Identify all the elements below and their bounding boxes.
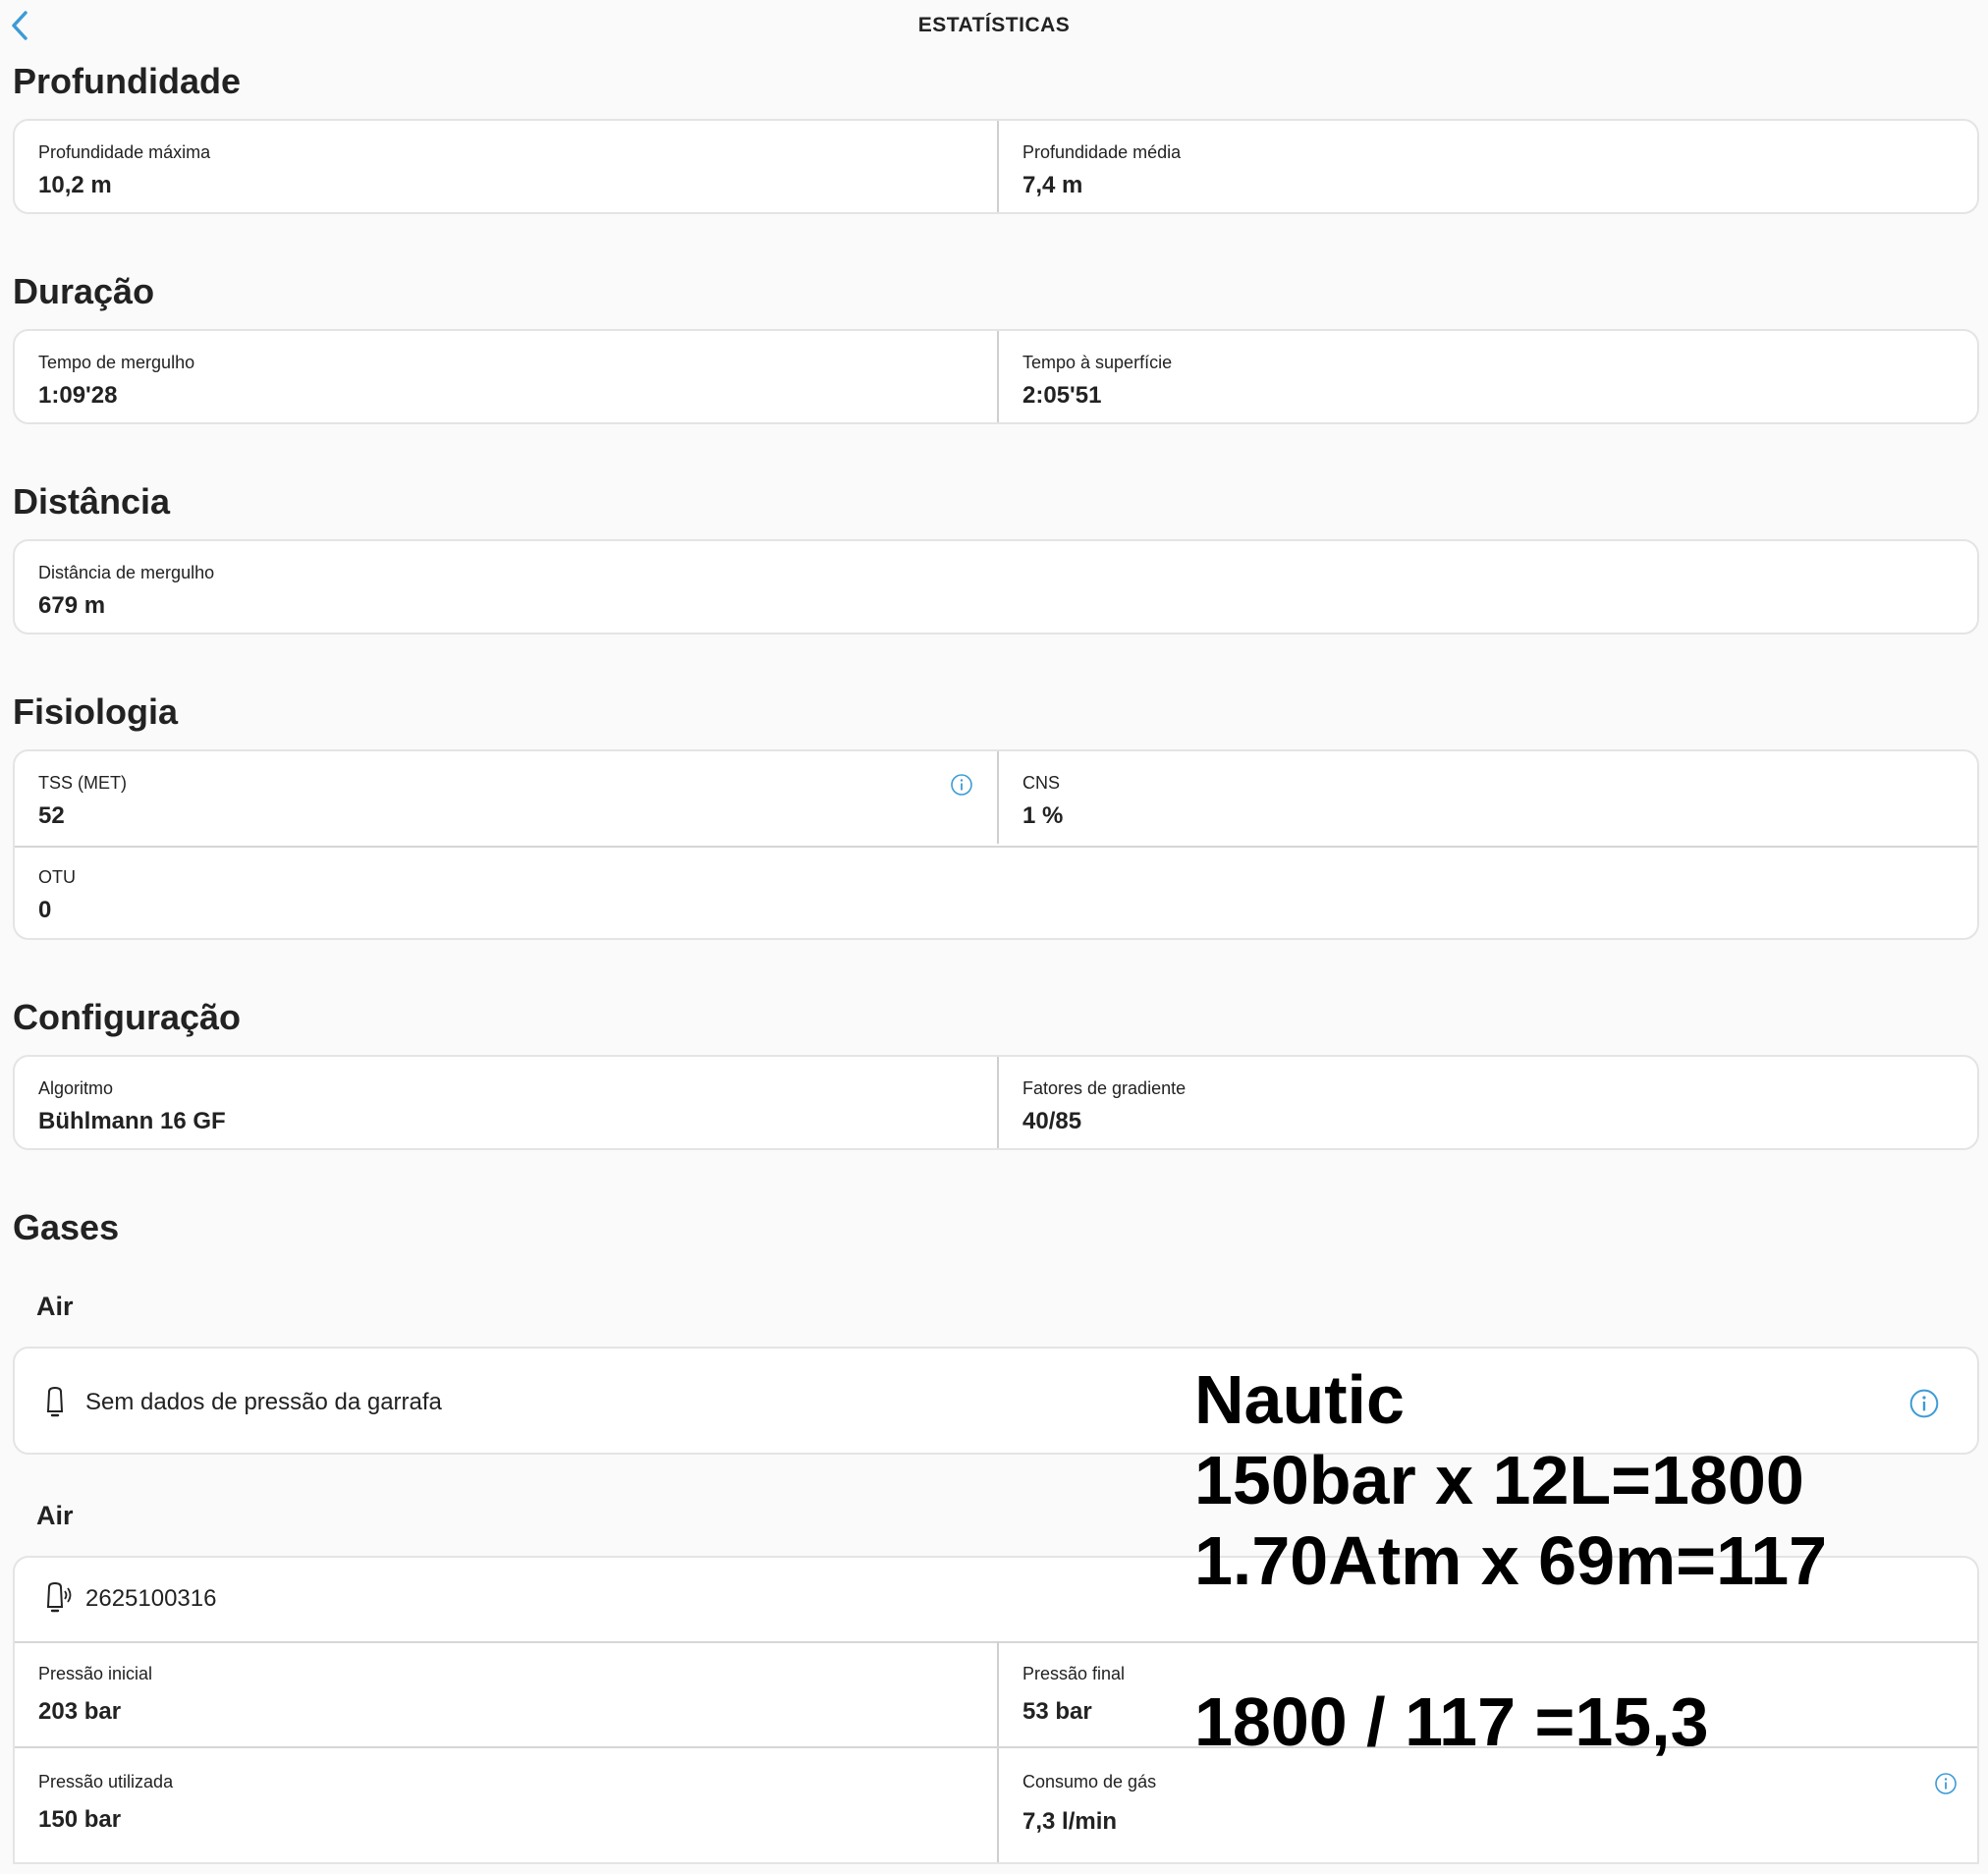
divider [997,121,999,212]
top-bar [0,0,1988,51]
avg-depth-label: Profundidade média [1022,142,1182,162]
end-pressure-cell [1022,1664,1125,1726]
divider [997,331,999,422]
overlay-note-result: 1800 / 117 =15,3 [1194,1683,1709,1760]
algorithm-label: Algoritmo [38,1078,114,1098]
duration-card [13,329,1979,424]
dive-time-cell [38,353,194,410]
cns-value: 1 % [1022,802,1064,829]
section-title-depth: Profundidade [13,61,241,101]
section-title-physiology: Fisiologia [13,691,179,732]
info-icon [1908,1388,1940,1419]
dive-distance-cell [38,563,214,620]
otu-label: OTU [38,867,76,887]
surface-time-cell [1022,353,1172,410]
gradient-factors-value: 40/85 [1022,1108,1082,1134]
divider [15,1641,1977,1643]
surface-time-label: Tempo à superfície [1022,353,1173,372]
gas-consumption-value: 7,3 l/min [1022,1808,1118,1835]
distance-card [13,539,1979,634]
gradient-factors-cell [1022,1078,1186,1135]
max-depth-value: 10,2 m [38,172,112,198]
gas-consumption-label: Consumo de gás [1022,1772,1157,1791]
tank-icon [44,1386,66,1424]
section-title-duration: Duração [13,271,155,311]
start-pressure-cell [38,1664,152,1726]
start-pressure-label: Pressão inicial [38,1664,153,1683]
section-title-config: Configuração [13,997,242,1037]
depth-card [13,119,1979,214]
dive-time-value: 1:09'28 [38,382,118,409]
otu-value: 0 [38,897,52,923]
gas-consumption-cell [1022,1772,1156,1836]
end-pressure-value: 53 bar [1022,1698,1092,1725]
transmitter-id: 2625100316 [85,1585,217,1612]
divider [997,1641,999,1864]
gradient-factors-label: Fatores de gradiente [1022,1078,1187,1098]
used-pressure-label: Pressão utilizada [38,1772,174,1791]
info-icon [1934,1772,1958,1795]
overlay-note-title: Nautic [1194,1361,1405,1438]
dive-distance-label: Distância de mergulho [38,563,215,582]
overlay-note-line: 150bar x 12L=1800 [1194,1442,1804,1518]
gas-1-card [13,1347,1979,1455]
info-icon [950,773,973,797]
tss-info-button[interactable] [950,773,973,801]
divider [997,1057,999,1148]
max-depth-cell [38,142,210,199]
surface-time-value: 2:05'51 [1022,382,1102,409]
used-pressure-value: 150 bar [38,1806,122,1833]
gas-2-name: Air [36,1501,74,1530]
section-title-distance: Distância [13,481,171,522]
algorithm-cell [38,1078,226,1135]
cns-cell [1022,773,1063,830]
transmitter-icon [44,1581,74,1620]
gas-1-name: Air [36,1292,74,1321]
tss-cell [38,773,127,830]
max-depth-label: Profundidade máxima [38,142,211,162]
gas-1-message: Sem dados de pressão da garrafa [85,1389,442,1415]
overlay-note-line: 1.70Atm x 69m=117 [1194,1522,1828,1599]
avg-depth-value: 7,4 m [1022,172,1083,198]
page-title: ESTATÍSTICAS [917,14,1071,36]
divider [15,846,1977,848]
dive-distance-value: 679 m [38,592,106,619]
divider [997,751,999,844]
physiology-card [13,749,1979,940]
tss-label: TSS (MET) [38,773,127,793]
used-pressure-cell [38,1772,173,1834]
config-card [13,1055,1979,1150]
dive-time-label: Tempo de mergulho [38,353,195,372]
end-pressure-label: Pressão final [1022,1664,1126,1683]
start-pressure-value: 203 bar [38,1698,122,1725]
tss-value: 52 [38,802,65,829]
gas-1-info-button[interactable] [1908,1388,1940,1424]
section-title-gases: Gases [13,1207,120,1247]
algorithm-value: Bühlmann 16 GF [38,1108,226,1134]
otu-cell [38,867,76,924]
cns-label: CNS [1022,773,1061,793]
avg-depth-cell [1022,142,1181,199]
gas-consumption-info-button[interactable] [1934,1772,1958,1800]
divider [13,1862,1979,1864]
